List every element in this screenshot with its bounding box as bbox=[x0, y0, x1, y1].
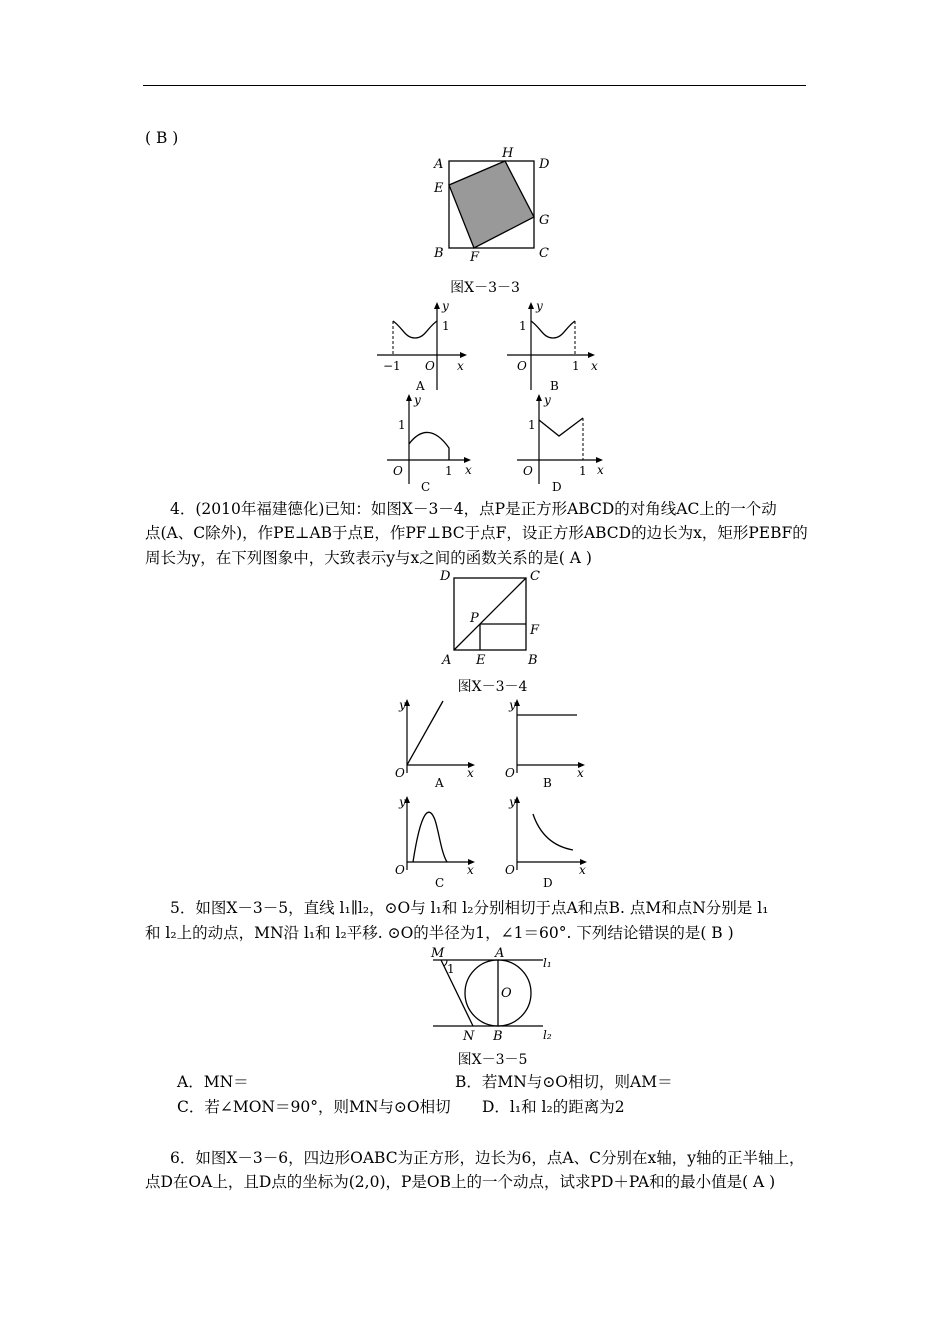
svg-text:x: x bbox=[467, 766, 474, 780]
top-answer: ( B ) bbox=[145, 129, 179, 147]
svg-text:O: O bbox=[505, 766, 515, 780]
svg-text:y: y bbox=[509, 698, 516, 712]
fig3-option-d-graph bbox=[515, 392, 615, 492]
fig3-option-c-label: C bbox=[421, 480, 431, 494]
header-rule bbox=[143, 85, 806, 86]
q4-option-c-graph bbox=[395, 790, 485, 890]
segment-mn bbox=[441, 960, 473, 1026]
svg-text:l₂: l₂ bbox=[543, 1028, 552, 1042]
svg-text:y: y bbox=[399, 795, 406, 809]
q5-line-1: 5．如图X－3－5，直线 l₁∥l₂，⊙O与 l₁和 l₂分别相切于点A和点B. 点M和点N分别是 l₁ bbox=[170, 899, 769, 917]
q4-option-b-label: B bbox=[543, 776, 552, 790]
svg-text:x: x bbox=[591, 359, 598, 373]
label-D: D bbox=[539, 157, 550, 172]
svg-text:A: A bbox=[495, 946, 505, 961]
q4-option-d-label: D bbox=[543, 876, 553, 890]
label-B: B bbox=[434, 246, 444, 261]
figure-x-3-5 bbox=[425, 945, 575, 1045]
svg-text:O: O bbox=[395, 766, 405, 780]
fig3-option-b-label: B bbox=[550, 379, 559, 393]
q5-choice-d: D．l₁和 l₂的距离为2 bbox=[482, 1098, 625, 1116]
svg-text:1: 1 bbox=[447, 962, 455, 976]
svg-text:1: 1 bbox=[519, 319, 527, 333]
svg-text:x: x bbox=[579, 863, 586, 877]
svg-text:x: x bbox=[465, 463, 472, 477]
svg-text:O: O bbox=[501, 986, 512, 1001]
caption-x-3-4: 图X－3－4 bbox=[457, 679, 528, 695]
svg-text:x: x bbox=[597, 463, 604, 477]
svg-text:x: x bbox=[577, 766, 584, 780]
svg-text:O: O bbox=[425, 359, 435, 373]
svg-text:P: P bbox=[470, 611, 479, 626]
svg-text:O: O bbox=[395, 863, 405, 877]
svg-text:A: A bbox=[442, 653, 452, 668]
fig3-option-b-graph bbox=[505, 300, 605, 395]
svg-text:1: 1 bbox=[442, 319, 450, 333]
q4-option-d-graph bbox=[505, 790, 595, 890]
svg-text:M: M bbox=[431, 946, 445, 961]
svg-text:y: y bbox=[399, 698, 406, 712]
fig3-option-a-graph bbox=[375, 300, 475, 395]
svg-text:O: O bbox=[505, 863, 515, 877]
shaded-square bbox=[449, 161, 534, 248]
label-H: H bbox=[502, 146, 514, 161]
figure-x-3-3 bbox=[430, 145, 560, 265]
label-C: C bbox=[539, 246, 549, 261]
svg-text:D: D bbox=[440, 569, 451, 584]
svg-text:y: y bbox=[544, 393, 551, 407]
diagonal-ac bbox=[454, 578, 526, 650]
svg-text:y: y bbox=[536, 299, 543, 313]
q5-choice-c: C．若∠MON＝90°，则MN与⊙O相切 bbox=[177, 1098, 451, 1116]
svg-text:x: x bbox=[457, 359, 464, 373]
q4-option-a-label: A bbox=[435, 776, 444, 790]
svg-text:x: x bbox=[467, 863, 474, 877]
label-G: G bbox=[539, 213, 550, 228]
q4-line-3: 周长为y，在下列图象中，大致表示y与x之间的函数关系的是( A ) bbox=[145, 549, 592, 567]
svg-text:O: O bbox=[517, 359, 527, 373]
label-F: F bbox=[470, 250, 480, 265]
svg-text:y: y bbox=[509, 795, 516, 809]
svg-text:O: O bbox=[523, 464, 533, 478]
caption-x-3-5: 图X－3－5 bbox=[457, 1052, 528, 1068]
svg-text:1: 1 bbox=[398, 418, 406, 432]
svg-text:B: B bbox=[528, 653, 538, 668]
svg-text:B: B bbox=[493, 1029, 503, 1044]
svg-text:F: F bbox=[530, 623, 540, 638]
svg-text:1: 1 bbox=[528, 418, 536, 432]
svg-text:l₁: l₁ bbox=[543, 956, 552, 970]
label-E: E bbox=[434, 181, 444, 196]
q4-option-b-graph bbox=[505, 695, 595, 790]
q4-line-1: 4．(2010年福建德化)已知：如图X－3－4，点P是正方形ABCD的对角线AC上的一个动 bbox=[170, 500, 777, 518]
svg-text:1: 1 bbox=[572, 359, 580, 373]
q5-choice-b: B．若MN与⊙O相切，则AM＝ bbox=[455, 1073, 673, 1091]
fig3-option-a-label: A bbox=[416, 379, 425, 393]
svg-text:C: C bbox=[530, 569, 540, 584]
svg-text:1: 1 bbox=[445, 464, 453, 478]
svg-text:y: y bbox=[414, 393, 421, 407]
q4-line-2: 点(A、C除外)，作PE⊥AB于点E，作PF⊥BC于点F，设正方形ABCD的边长为x，矩形PEBF的 bbox=[145, 524, 808, 542]
figure-x-3-4 bbox=[438, 568, 553, 668]
svg-text:O: O bbox=[393, 464, 403, 478]
q5-line-2: 和 l₂上的动点，MN沿 l₁和 l₂平移. ⊙O的半径为1，∠1＝60°. 下列结论错误的是( B ) bbox=[145, 924, 734, 942]
q6-line-1: 6．如图X－3－6，四边形OABC为正方形，边长为6，点A、C分别在x轴，y轴的正半轴上， bbox=[170, 1149, 805, 1167]
caption-x-3-3: 图X－3－3 bbox=[450, 280, 520, 296]
svg-text:y: y bbox=[442, 299, 449, 313]
fig3-option-d-label: D bbox=[552, 480, 562, 494]
q4-option-a-graph bbox=[395, 695, 485, 790]
svg-text:−1: −1 bbox=[383, 359, 401, 373]
q5-choice-a: A．MN＝ bbox=[177, 1073, 249, 1091]
label-A: A bbox=[434, 157, 444, 172]
q6-line-2: 点D在OA上，且D点的坐标为(2,0)，P是OB上的一个动点，试求PD＋PA和的最小值是( A ) bbox=[145, 1173, 776, 1191]
q4-option-c-label: C bbox=[435, 876, 445, 890]
svg-text:E: E bbox=[476, 653, 486, 668]
svg-text:N: N bbox=[463, 1029, 475, 1044]
fig3-option-c-graph bbox=[385, 392, 485, 492]
svg-text:1: 1 bbox=[579, 464, 587, 478]
